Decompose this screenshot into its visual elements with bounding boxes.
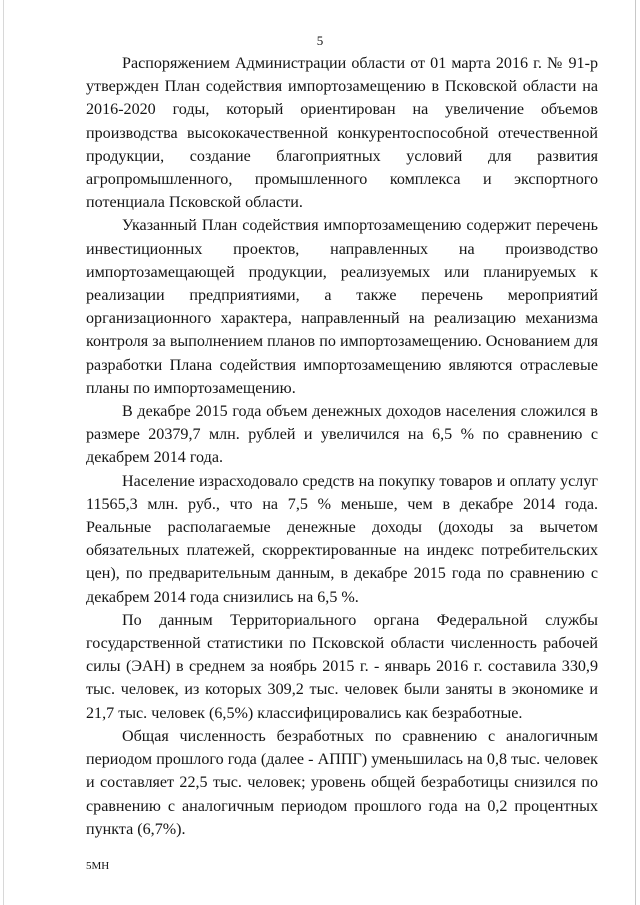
paragraph: По данным Территориального органа Федеральной службы государственной статистики по Псковской области численность рабочей силы (ЭАН) в среднем за ноябрь 2015 г. - январь 2016 г. составила 330,9 тыс. человек, из которых 309,2 тыс. человек были заняты в экономике и 21,7 тыс. человек (6,5%) классифицировались как безработные.: [86, 611, 598, 722]
page-number: 5: [316, 33, 324, 48]
paragraph: Общая численность безработных по сравнению с аналогичным периодом прошлого года (далее - АППГ) уменьшилась на 0,8 тыс. человек и составляет 22,5 тыс. человек; уровень общей безработицы снизился по сравнению с аналогичным периодом прошлого года на 0,2 процентных пункта (6,7%).: [86, 727, 598, 838]
footer-code: 5МН: [86, 860, 110, 872]
paragraph: Распоряжением Администрации области от 01 марта 2016 г. № 91-р утвержден План содействия импортозамещению в Псковской области на 2016-2020 годы, который ориентирован на увеличение объемов производства высококачественной конкурентоспособной отечественной продукции, создание благоприятных условий для развития агропромышленного, промышленного комплекса и экспортного потенциала Псковской области.: [86, 55, 598, 212]
scan-edge-left: [3, 0, 4, 905]
paragraph: Указанный План содействия импортозамещению содержит перечень инвестиционных проектов, направленных на производство импортозамещающей продукции, реализуемых или планируемых к реализации предприятиями, а также перечень мероприятий организационного характера, направленный на реализацию механизма контроля за выполнением планов по импортозамещению. Основанием для разработки Плана содействия импортозамещению являются отраслевые планы по импортозамещению.: [86, 217, 598, 397]
paragraph: В декабре 2015 года объем денежных доходов населения сложился в размере 20379,7 млн. рублей и увеличился на 6,5 % по сравнению с декабрем 2014 года.: [86, 403, 598, 467]
body-text: [86, 52, 598, 841]
scan-edge-right: [635, 0, 636, 905]
paragraph: Население израсходовало средств на покупку товаров и оплату услуг 11565,3 млн. руб., что на 7,5 % меньше, чем в декабре 2014 года. Реальные располагаемые денежные доходы (доходы за вычетом обязательных платежей, скорректированные на индекс потребительских цен), по предварительным данным, в декабре 2015 года по сравнению с декабрем 2014 года снизились на 6,5 %.: [86, 472, 598, 606]
